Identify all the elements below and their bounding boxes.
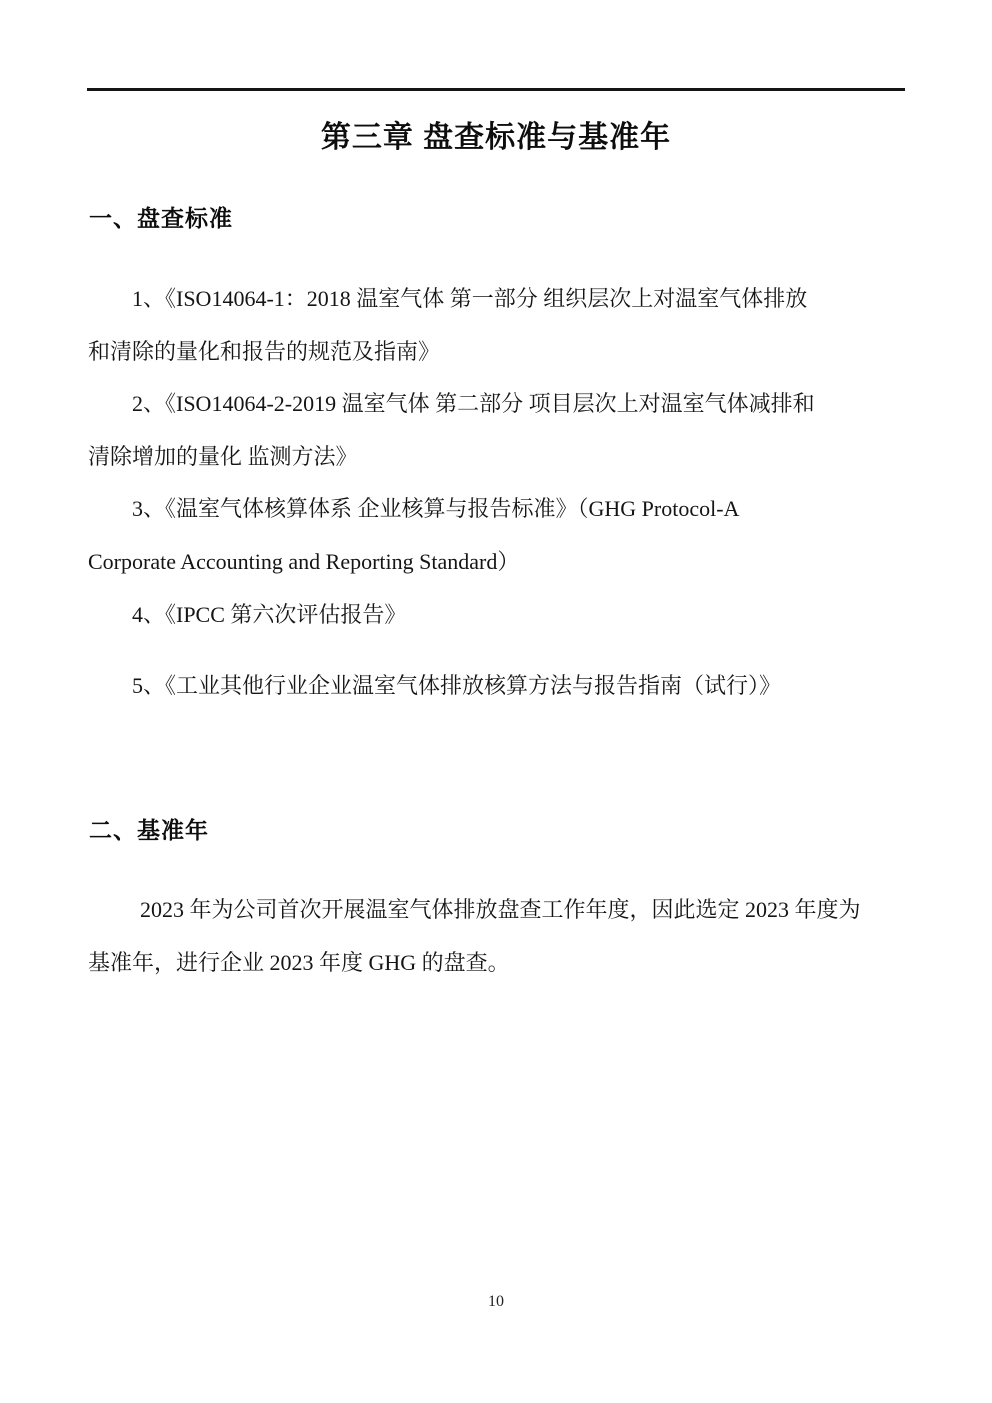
standard-item-1-line-1: 1、《ISO14064-1：2018 温室气体 第一部分 组织层次上对温室气体排放: [132, 286, 808, 311]
section-heading-base-year: 二、基准年: [89, 817, 209, 843]
standard-item-2-line-2: 清除增加的量化 监测方法》: [88, 443, 358, 469]
page-number: 10: [488, 1293, 504, 1310]
standard-item-2-line-1: 2、《ISO14064-2-2019 温室气体 第二部分 项目层次上对温室气体减排和: [132, 391, 815, 417]
header-rule: [87, 88, 905, 91]
standard-item-3-line-2: Corporate Accounting and Reporting Standard）: [88, 548, 520, 574]
standard-item-4: 4、《IPCC 第六次评估报告》: [132, 601, 407, 627]
standard-item-5: 5、《工业其他行业企业温室气体排放核算方法与报告指南（试行）》: [132, 673, 782, 699]
standard-item-3-line-1: 3、《温室气体核算体系 企业核算与报告标准》（GHG Protocol-A: [132, 496, 740, 522]
base-year-line-2: 基准年，进行企业 2023 年度 GHG 的盘查。: [88, 949, 510, 975]
section-heading-standards: 一、盘查标准: [89, 205, 233, 231]
base-year-paragraph: [88, 884, 906, 989]
standards-list: [88, 273, 906, 713]
chapter-title: 第三章 盘查标准与基准年: [320, 121, 672, 154]
base-year-line-1: 2023 年为公司首次开展温室气体排放盘查工作年度，因此选定 2023 年度为: [140, 897, 861, 922]
standard-item-1-line-2: 和清除的量化和报告的规范及指南》: [88, 338, 441, 364]
